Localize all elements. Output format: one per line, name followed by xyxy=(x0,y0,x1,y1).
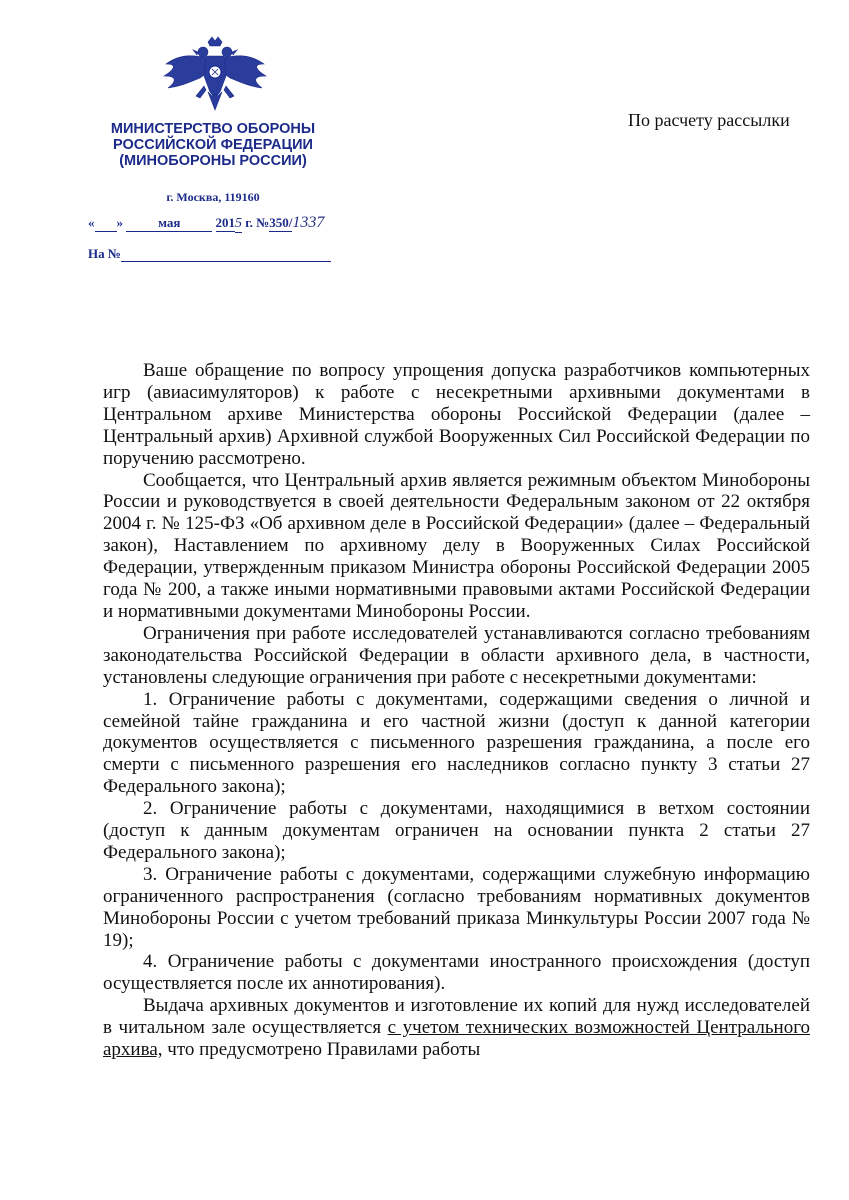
paragraph-request: Ваше обращение по вопросу упрощения допуска разработчиков компьютерных игр (авиасимуляторов) к работе с несекретными архивными документами в Центральном архиве Министерства обороны Российской Федерации (далее – Центральный архив) Архивной службой Вооруженных Сил Российской Федерации по поручению рассмотрено. xyxy=(103,360,810,469)
date-day-blank xyxy=(95,215,117,232)
ministry-line-2: РОССИЙСКОЙ ФЕДЕРАЦИИ xyxy=(113,137,313,153)
paragraph-copies xyxy=(103,995,810,1061)
paragraph-legal-basis: Сообщается, что Центральный архив является режимным объектом Минобороны России и руководствуется в своей деятельности Федеральным законом от 22 октября 2004 г. № 125-ФЗ «Об архивном деле в Российской Федерации» (далее – Федеральный закон), Наставлением по архивному делу в Вооруженных Силах Российской Федерации, утвержденным приказом Министра обороны Российской Федерации 2005 года № 200, а также иными нормативными правовыми актами Российской Федерации и нормативными документами Минобороны России. xyxy=(103,469,810,622)
reference-label: На № xyxy=(88,246,121,261)
date-year-label: г. xyxy=(242,215,253,230)
restriction-item-1: 1. Ограничение работы с документами, содержащими сведения о личной и семейной тайне гражданина и его частной жизни (доступ к данной категории документов осуществляется с письменного разрешения гражданина, а после его смерти с письменного разрешения его наследников согласно пункту 3 статьи 27 Федерального закона); xyxy=(103,688,810,798)
paragraph-restrictions-intro: Ограничения при работе исследователей устанавливаются согласно требованиям законодательства Российской Федерации в области архивного дела, в частности, установлены следующие ограничения при работе с несекретными документами: xyxy=(103,622,810,688)
date-open-quote: « xyxy=(88,215,95,230)
letter-body xyxy=(103,360,810,1061)
reference-line xyxy=(88,246,331,262)
doc-number-printed: 350/ xyxy=(269,215,293,230)
city-address: г. Москва, 119160 xyxy=(166,190,260,204)
double-headed-eagle-icon xyxy=(160,36,270,116)
restriction-item-4: 4. Ограничение работы с документами иностранного происхождения (доступ осуществляется после их аннотирования). xyxy=(103,951,810,995)
reference-blank xyxy=(121,247,331,262)
restriction-item-2: 2. Ограничение работы с документами, находящимися в ветхом состоянии (доступ к данным документам ограничен на основании пункта 2 статьи 27 Федерального закона); xyxy=(103,798,810,863)
date-close-quote: » xyxy=(116,215,123,230)
recipient: По расчету рассылки xyxy=(628,110,790,130)
paragraph-copies-start: Выдача архивных документов и изготовление их копий для нужд исследователей в читальном зале осуществляется xyxy=(103,995,810,1039)
date-line xyxy=(88,214,324,233)
date-year-prefix: 201 xyxy=(215,215,235,230)
restriction-item-3: 3. Ограничение работы с документами, содержащими служебную информацию ограниченного распространения (согласно требованиям нормативных документов Минобороны России с учетом требований приказа Минкультуры России 2007 года № 19); xyxy=(103,863,810,951)
ministry-line-1: МИНИСТЕРСТВО ОБОРОНЫ xyxy=(110,121,316,137)
doc-number-handwritten: 1337 xyxy=(292,214,325,231)
doc-number-label: № xyxy=(256,215,270,230)
date-month: мая xyxy=(126,215,212,232)
date-year-suffix: 5 xyxy=(235,216,242,231)
ministry-line-3: (МИНОБОРОНЫ РОССИИ) xyxy=(119,153,307,169)
paragraph-copies-end: что предусмотрено Правилами работы xyxy=(162,1039,481,1061)
paragraph-copies-underlined: с учетом технических возможностей Центрального архива, xyxy=(103,1017,811,1061)
emblem-icon xyxy=(160,36,270,116)
ministry-name xyxy=(85,121,341,169)
